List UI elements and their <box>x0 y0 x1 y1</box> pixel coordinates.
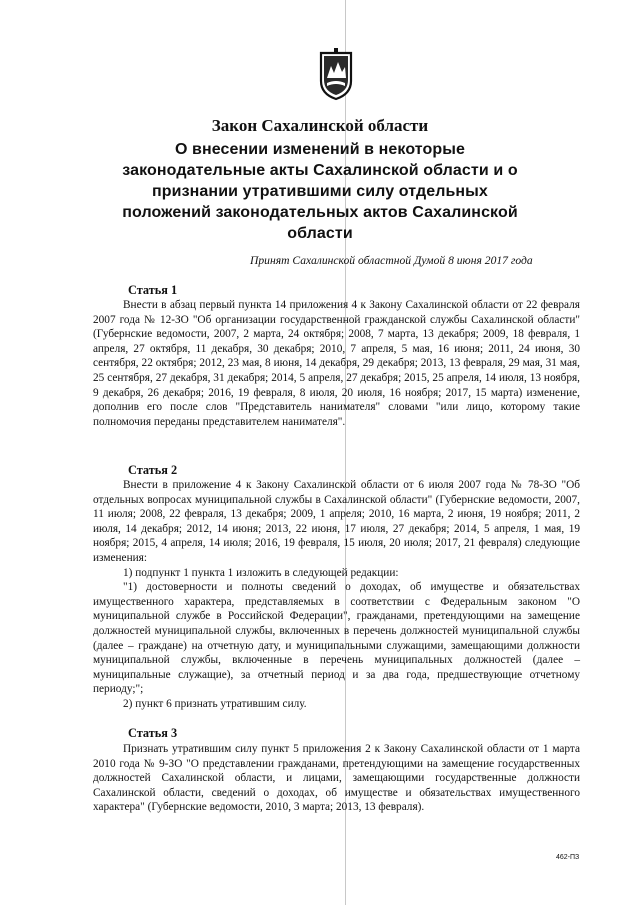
article-2-paragraph-item-1: 1) подпункт 1 пункта 1 изложить в следующей редакции: <box>123 566 399 579</box>
article-3-text <box>93 742 580 815</box>
article-3-paragraph: Признать утратившим силу пункт 5 приложения 2 к Закону Сахалинской области от 1 марта 2010 года № 9-ЗО "О представлении гражданами, претендующими на замещение государственных должностей Сахалинской области, и лицами, замещающими государственные должности Сахалинской области, сведений о доходах, об имуществе и обязательствах имущественного характера" (Губернские ведомости, 2010, 3 марта; 2013, 13 февраля). <box>93 743 580 814</box>
coat-of-arms-icon <box>318 48 354 102</box>
article-2-paragraph-intro: Внести в приложение 4 к Закону Сахалинской области от 6 июля 2007 года № 78-ЗО "Об отдельных вопросах муниципальной службы в Сахалинской области" (Губернские ведомости, 2007, 11 июля; 2008, 22 февраля, 13 декабря; 2009, 1 апреля; 2010, 16 марта, 2 июня, 19 ноября; 2011, 2 июля, 14 декабря; 2012, 14 июня; 2013, 22 июня, 17 июля, 27 декабря; 2014, 5 апреля, 1 мая, 19 ноября; 2015, 4 апреля, 14 июля; 2016, 19 февраля, 15 июля, 20 июля; 2017, 21 февраля) следующие изменения: <box>93 479 580 564</box>
adoption-note: Принят Сахалинской областной Думой 8 июня 2017 года <box>250 254 533 267</box>
article-2-heading: Статья 2 <box>128 463 178 477</box>
article-1-paragraph: Внести в абзац первый пункта 14 приложения 4 к Закону Сахалинской области от 22 февраля 2007 года № 12-ЗО "Об организации государственной гражданской службы Сахалинской области" (Губернские ведомости, 2007, 2 марта, 24 октября; 2008, 7 марта, 13 декабря; 2009, 18 февраля, 1 апреля, 27 октября, 11 декабря, 30 декабря; 2010, 7 апреля, 5 мая, 16 июня; 2011, 24 июня, 30 сентября, 22 октября; 2012, 23 мая, 8 июня, 14 декабря, 29 декабря; 2013, 13 февраля, 29 мая, 31 мая, 25 сентября, 27 декабря, 31 декабря; 2014, 5 апреля, 27 декабря; 2015, 25 апреля, 14 июля, 13 ноября, 9 декабря, 26 декабря; 2016, 19 февраля, 8 июля, 20 июля, 16 ноября; 2017, 15 марта) изменение, дополнив его после слов "Представитель нанимателя" словами "или лицо, которому такие полномочия переданы представителем нанимателя". <box>93 299 580 428</box>
article-2-paragraph-item-2: 2) пункт 6 признать утратившим силу. <box>123 697 307 710</box>
article-1-text <box>93 298 580 429</box>
article-2-text <box>93 478 580 712</box>
law-name: О внесении изменений в некоторые законодательные акты Сахалинской области и о признании утратившими силу отдельных положений законодательных актов Сахалинской области <box>122 141 518 242</box>
article-3-heading: Статья 3 <box>128 726 178 740</box>
article-2-paragraph-quote: "1) достоверности и полноты сведений о доходах, об имуществе и обязательствах имущественного характера, представляемых в соответствии с Федеральным законом "О муниципальной службе в Российской Федерации", гражданами, претендующими на замещение должностей муниципальной службы, включенных в перечень должностей муниципальной службы (далее – граждане) на отчетную дату, и муниципальными служащими, замещающими должности муниципальной службы, включенные в перечень муниципальных должностей (далее – муниципальные служащие), за отчетный период и за два года, предшествующие отчетному периоду;"; <box>93 581 580 696</box>
document-code: 462-ПЗ <box>556 854 580 861</box>
article-1-heading: Статья 1 <box>128 283 178 297</box>
law-title: Закон Сахалинской области <box>211 116 429 135</box>
